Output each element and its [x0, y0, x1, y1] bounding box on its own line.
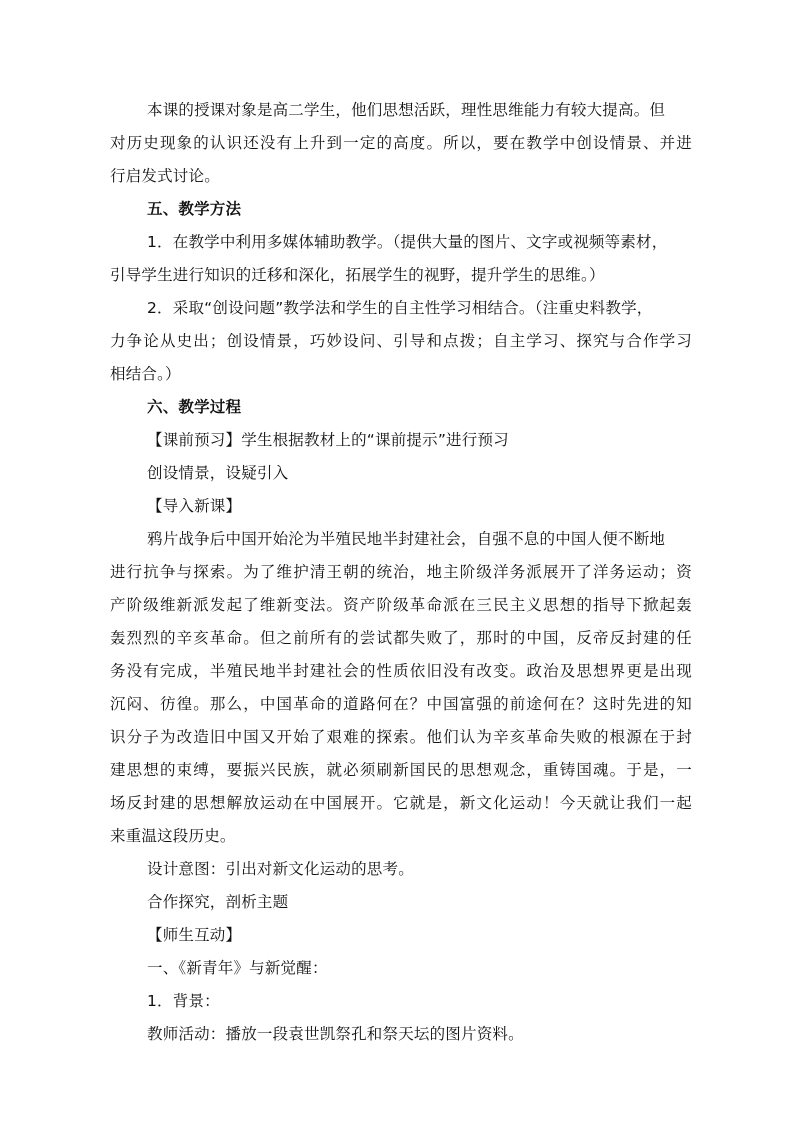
- section-heading: 五、教学方法: [147, 200, 242, 218]
- paragraph-line: 轰烈烈的辛亥革命。但之前所有的尝试都失败了，那时的中国，反帝反封建的任: [110, 629, 692, 647]
- paragraph-line: 沉闷、彷徨。那么，中国革命的道路何在？中国富强的前途何在？这时先进的知: [110, 695, 692, 713]
- paragraph-line: 对历史现象的认识还没有上升到一定的高度。所以，要在教学中创设情景、并进: [110, 134, 692, 152]
- paragraph-line: 务没有完成，半殖民地半封建社会的性质依旧没有改变。政治及思想界更是出现: [110, 662, 692, 680]
- paragraph-line: 教师活动：播放一段袁世凯祭孔和祭天坛的图片资料。: [147, 1025, 524, 1043]
- paragraph-line: 鸦片战争后中国开始沦为半殖民地半封建社会，自强不息的中国人便不断地: [147, 530, 666, 548]
- paragraph-line: 1．背景：: [147, 992, 220, 1010]
- section-heading: 六、教学过程: [147, 398, 242, 416]
- paragraph-line: 设计意图：引出对新文化运动的思考。: [147, 860, 414, 878]
- paragraph-line: 创设情景，设疑引入: [147, 464, 289, 482]
- paragraph-line: 场反封建的思想解放运动在中国展开。它就是，新文化运动！今天就让我们一起: [110, 794, 692, 812]
- paragraph-line: 力争论从史出；创设情景，巧妙设问、引导和点拨；自主学习、探究与合作学习: [110, 332, 692, 350]
- paragraph-line: 识分子为改造旧中国又开始了艰难的探索。他们认为辛亥革命失败的根源在于封: [110, 728, 692, 746]
- paragraph-line: 合作探究，剖析主题: [147, 893, 289, 911]
- paragraph-line: 行启发式讨论。: [110, 167, 220, 185]
- paragraph-line: 产阶级维新派发起了维新变法。资产阶级革命派在三民主义思想的指导下掀起轰: [110, 596, 692, 614]
- paragraph-line: 【课前预习】学生根据教材上的“课前提示”进行预习: [147, 431, 509, 449]
- paragraph-line: 1．在教学中利用多媒体辅助教学。（提供大量的图片、文字或视频等素材，: [147, 233, 668, 251]
- paragraph-line: 一、《新青年》与新觉醒：: [147, 959, 328, 977]
- paragraph-line: 建思想的束缚，要振兴民族，就必须刷新国民的思想观念，重铸国魂。于是，一: [110, 761, 692, 779]
- paragraph-line: 引导学生进行知识的迁移和深化，拓展学生的视野，提升学生的思维。）: [110, 266, 605, 284]
- paragraph-line: 【导入新课】: [147, 497, 242, 515]
- paragraph-line: 进行抗争与探索。为了维护清王朝的统治，地主阶级洋务派展开了洋务运动；资: [110, 563, 692, 581]
- paragraph-line: 来重温这段历史。: [110, 827, 236, 845]
- paragraph-line: 本课的授课对象是高二学生，他们思想活跃，理性思维能力有较大提高。但: [147, 101, 666, 119]
- paragraph-line: 2．采取“创设问题”教学法和学生的自主性学习相结合。（注重史料教学，: [147, 299, 653, 317]
- paragraph-line: 【师生互动】: [147, 926, 242, 944]
- paragraph-line: 相结合。）: [110, 365, 181, 383]
